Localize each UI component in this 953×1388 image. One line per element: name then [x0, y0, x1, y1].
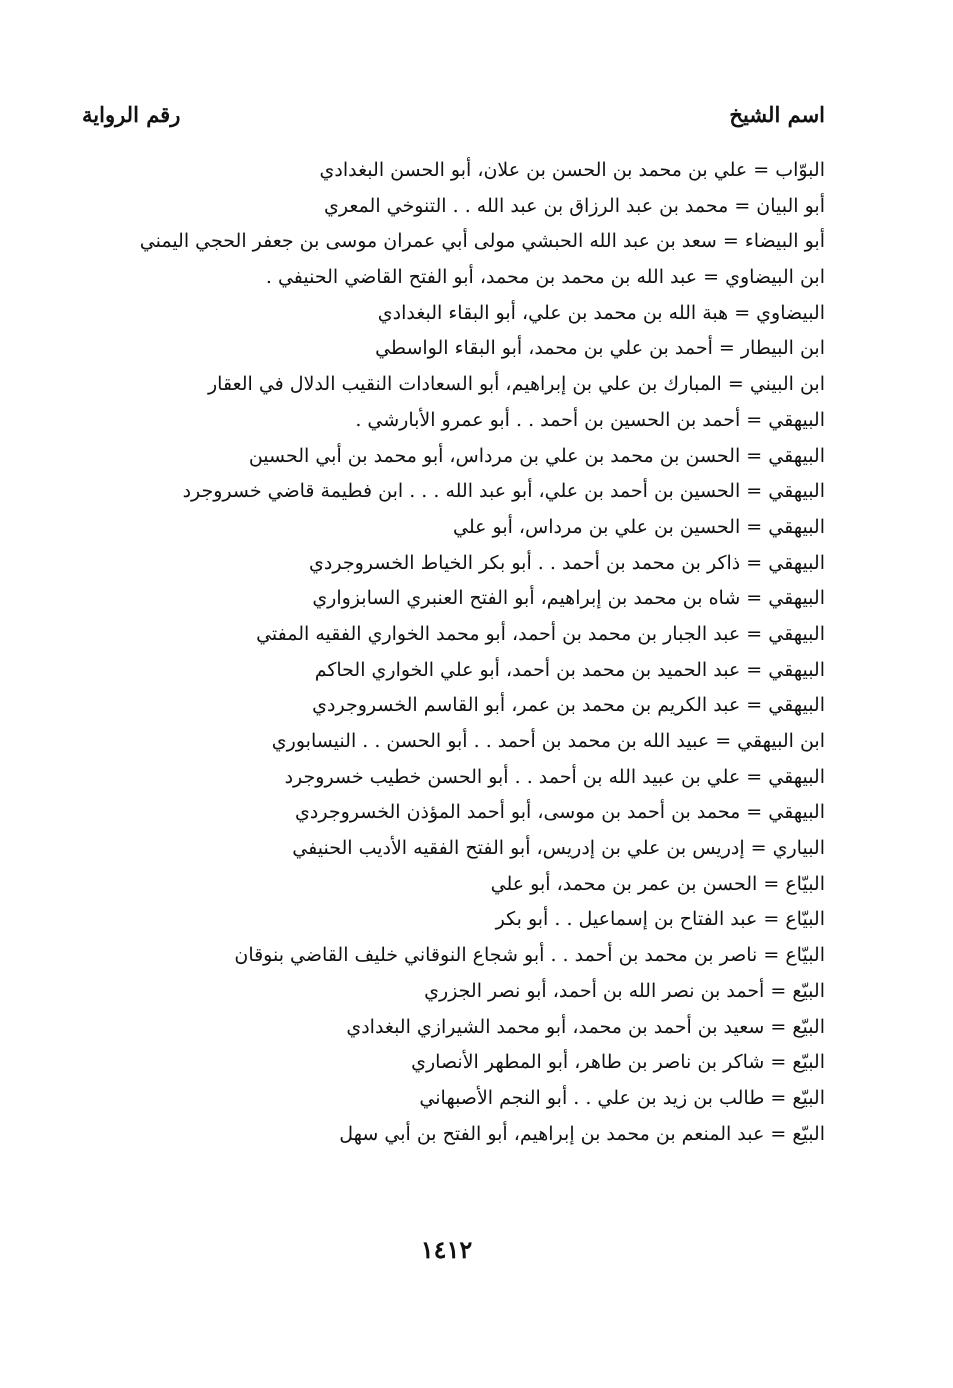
entry-line: البيّع = أحمد بن نصر الله بن أحمد، أبو نصر الجزري — [424, 979, 825, 1002]
entry-line: البيهقي = الحسن بن محمد بن علي بن مرداس، أبو محمد بن أبي الحسين — [248, 444, 825, 467]
entry-line: البياري = إدريس بن علي بن إدريس، أبو الفتح الفقيه الأديب الحنيفي — [292, 837, 825, 860]
column-header-narration-number: رقم الرواية — [82, 102, 181, 127]
entry-line: البيهقي = الحسين بن أحمد بن علي، أبو عبد الله . . . ابن فطيمة قاضي خسروجرد — [182, 480, 825, 503]
entry-line: البيهقي = الحسين بن علي بن مرداس، أبو علي — [453, 515, 825, 538]
entry-line: البيّاع = عبد الفتاح بن إسماعيل . . أبو بكر — [495, 908, 825, 931]
page-number: ١٤١٢ — [420, 1235, 473, 1264]
entry-line: أبو البيضاء = سعد بن عبد الله الحبشي مولى أبي عمران موسى بن جعفر الحجي اليمني — [139, 230, 825, 253]
entry-line: البيضاوي = هبة الله بن محمد بن علي، أبو البقاء البغدادي — [377, 301, 825, 324]
entry-line: أبو البيان = محمد بن عبد الرزاق بن عبد الله . . التنوخي المعري — [324, 194, 825, 217]
entry-line: البيّاع = الحسن بن عمر بن محمد، أبو علي — [490, 872, 825, 895]
shaykh-entry-list — [65, 153, 825, 1152]
entry-line: ابن البيطار = أحمد بن علي بن محمد، أبو البقاء الواسطي — [375, 337, 825, 360]
entry-line: البيّع = شاكر بن ناصر بن طاهر، أبو المطهر الأنصاري — [411, 1051, 825, 1074]
entry-line: البيهقي = أحمد بن الحسين بن أحمد . . أبو عمرو الأبارشي . — [355, 408, 825, 431]
column-header-shaykh-name: اسم الشيخ — [729, 102, 825, 127]
entry-line: ابن البيضاوي = عبد الله بن محمد بن محمد، أبو الفتح القاضي الحنيفي . — [265, 266, 825, 289]
entry-line: البيّع = سعيد بن أحمد بن محمد، أبو محمد الشيرازي البغدادي — [346, 1015, 825, 1038]
entry-line: البيهقي = عبد الجبار بن محمد بن أحمد، أبو محمد الخواري الفقيه المفتي — [256, 622, 825, 645]
entry-line: ابن البيهقي = عبيد الله بن محمد بن أحمد . . أبو الحسن . . النيسابوري — [271, 730, 825, 752]
entry-line: البوّاب = علي بن محمد بن الحسن بن علان، أبو الحسن البغدادي — [319, 159, 825, 181]
entry-line: البيّاع = ناصر بن محمد بن أحمد . . أبو شجاع النوقاني خليف القاضي بنوقان — [234, 944, 825, 967]
entry-line: البيهقي = محمد بن أحمد بن موسى، أبو أحمد المؤذن الخسروجردي — [295, 801, 825, 824]
entry-line: البيهقي = عبد الكريم بن محمد بن عمر، أبو القاسم الخسروجردي — [312, 694, 825, 717]
entry-line: البيهقي = علي بن عبيد الله بن أحمد . . أبو الحسن خطيب خسروجرد — [284, 765, 825, 788]
entry-line: البيّع = عبد المنعم بن محمد بن إبراهيم، أبو الفتح بن أبي سهل — [339, 1122, 825, 1145]
entry-line: البيّع = طالب بن زيد بن علي . . أبو النجم الأصبهاني — [419, 1086, 825, 1109]
entry-line: ابن البيني = المبارك بن علي بن إبراهيم، أبو السعادات النقيب الدلال في العقار — [208, 373, 825, 396]
entry-line: البيهقي = ذاكر بن محمد بن أحمد . . أبو بكر الخياط الخسروجردي — [309, 551, 825, 574]
entry-line: البيهقي = عبد الحميد بن محمد بن أحمد، أبو علي الخواري الحاكم — [314, 658, 825, 681]
entry-line: البيهقي = شاه بن محمد بن إبراهيم، أبو الفتح العنبري السابزواري — [312, 587, 825, 610]
